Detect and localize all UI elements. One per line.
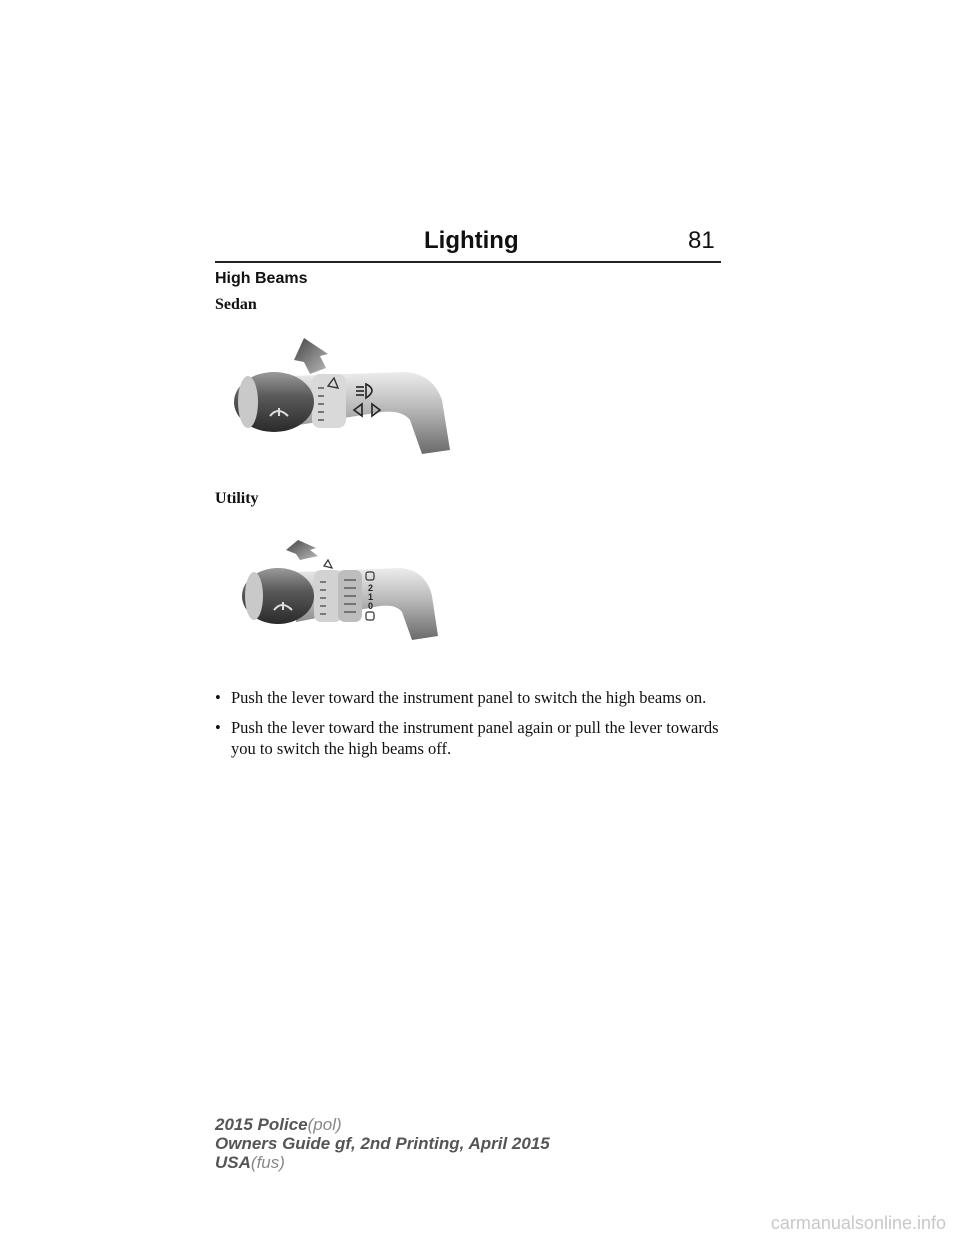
list-item <box>215 717 725 759</box>
utility-lever-illustration <box>240 536 440 642</box>
bullet-marker: • <box>215 688 221 707</box>
footer-printing: Owners Guide gf, 2nd Printing, April 2015 <box>215 1134 550 1153</box>
page-number: 81 <box>688 227 715 254</box>
header-divider <box>215 261 721 263</box>
section-title: High Beams <box>215 270 308 287</box>
dial-number-2: 2 <box>368 583 374 593</box>
bullet-marker: • <box>215 718 221 737</box>
instruction-list <box>215 687 725 768</box>
sedan-label: Sedan <box>215 296 257 313</box>
watermark-link[interactable]: carmanualsonline.info <box>770 1213 946 1233</box>
list-item <box>215 687 725 708</box>
dial-number-0: 0 <box>368 601 374 611</box>
chapter-title: Lighting <box>424 227 519 254</box>
footer-model-code: (pol) <box>307 1115 342 1134</box>
footer-model: 2015 Police <box>215 1115 308 1134</box>
dial-number-1: 1 <box>368 592 374 602</box>
page-footer <box>215 1115 550 1172</box>
list-item-text: Push the lever toward the instrument panel to switch the high beams on. <box>231 688 707 707</box>
sedan-lever-illustration <box>232 330 452 458</box>
footer-region-code: (fus) <box>250 1153 285 1172</box>
footer-region: USA <box>215 1153 251 1172</box>
utility-label: Utility <box>215 490 259 507</box>
list-item-text: Push the lever toward the instrument panel again or pull the lever towards you to switch the high beams off. <box>231 718 719 758</box>
